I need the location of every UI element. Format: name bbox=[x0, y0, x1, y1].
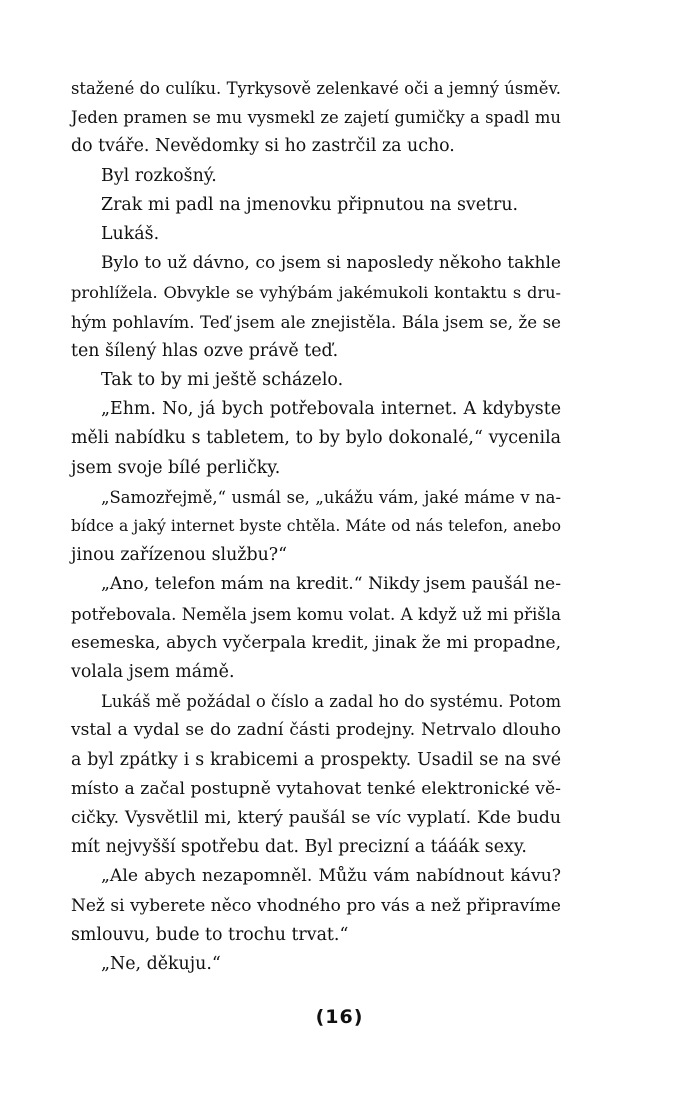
paragraph bbox=[71, 862, 561, 950]
text-line: smlouvu, bude to trochu trvat.“ bbox=[71, 924, 349, 945]
text-line: Tak to by mi ještě scházelo. bbox=[101, 370, 344, 391]
text-line: Lukáš. bbox=[101, 224, 160, 245]
text-line: Jeden pramen se mu vysmekl ze zajetí gumičky a spadl mu bbox=[71, 108, 561, 128]
paragraph bbox=[71, 366, 561, 395]
text-line: „Ale abych nezapomněl. Můžu vám nabídnout kávu? bbox=[101, 866, 561, 887]
text-line: ten šílený hlas ozve právě teď. bbox=[71, 340, 339, 361]
paragraph bbox=[71, 249, 561, 366]
paragraph bbox=[71, 191, 561, 220]
text-line: jinou zařízenou službu?“ bbox=[71, 545, 288, 566]
paragraph bbox=[71, 483, 561, 571]
text-line: volala jsem mámě. bbox=[71, 662, 235, 683]
text-line: vstal a vydal se do zadní části prodejny. Netrvalo dlouho bbox=[71, 720, 561, 741]
paragraph bbox=[71, 950, 561, 979]
text-line: a byl zpátky i s krabicemi a prospekty. Usadil se na své bbox=[71, 749, 561, 770]
page-number: (16) bbox=[315, 1006, 364, 1028]
text-line: potřebovala. Neměla jsem komu volat. A když už mi přišla bbox=[71, 604, 561, 624]
paragraph bbox=[71, 220, 561, 249]
text-line: Zrak mi padl na jmenovku připnutou na svetru. bbox=[101, 194, 519, 215]
text-line: Bylo to už dávno, co jsem si naposledy někoho takhle bbox=[101, 253, 561, 274]
text-line: místo a začal postupně vytahovat tenké elektronické vě- bbox=[71, 778, 561, 799]
paragraph bbox=[71, 162, 561, 191]
text-line: „Ne, děkuju.“ bbox=[101, 954, 221, 975]
text-line: „Ano, telefon mám na kredit.“ Nikdy jsem paušál ne- bbox=[101, 574, 561, 595]
book-page-text bbox=[71, 74, 561, 979]
paragraph bbox=[71, 687, 561, 862]
text-line: měli nabídku s tabletem, to by bylo dokonalé,“ vycenila bbox=[71, 428, 561, 449]
text-line: Lukáš mě požádal o číslo a zadal ho do systému. Potom bbox=[101, 692, 561, 712]
paragraph bbox=[71, 570, 561, 687]
text-line: bídce a jaký internet byste chtěla. Máte od nás telefon, anebo bbox=[71, 517, 561, 536]
text-line: Než si vyberete něco vhodného pro vás a než připravíme bbox=[71, 895, 561, 916]
paragraph bbox=[71, 395, 561, 483]
text-line: „Samozřejmě,“ usmál se, „ukážu vám, jaké máme v na- bbox=[101, 487, 561, 507]
text-line: hým pohlavím. Teď jsem ale znejistěla. Bála jsem se, že se bbox=[71, 312, 561, 332]
text-line: esemeska, abych vyčerpala kredit, jinak že mi propadne, bbox=[71, 632, 561, 653]
text-line: do tváře. Nevědomky si ho zastrčil za ucho. bbox=[71, 136, 455, 157]
text-line: cičky. Vysvětlil mi, který paušál se víc vyplatí. Kde budu bbox=[71, 808, 561, 829]
text-line: stažené do culíku. Tyrkysově zelenkavé oči a jemný úsměv. bbox=[71, 79, 561, 98]
text-line: „Ehm. No, já bych potřebovala internet. A kdybyste bbox=[101, 399, 561, 420]
paragraph bbox=[71, 74, 561, 162]
text-line: prohlížela. Obvykle se vyhýbám jakémukoli kontaktu s dru- bbox=[71, 283, 561, 303]
text-line: mít nejvyšší spotřebu dat. Byl precizní a tááák sexy. bbox=[71, 837, 527, 858]
text-line: jsem svoje bílé perličky. bbox=[71, 457, 281, 478]
text-line: Byl rozkošný. bbox=[101, 165, 217, 186]
